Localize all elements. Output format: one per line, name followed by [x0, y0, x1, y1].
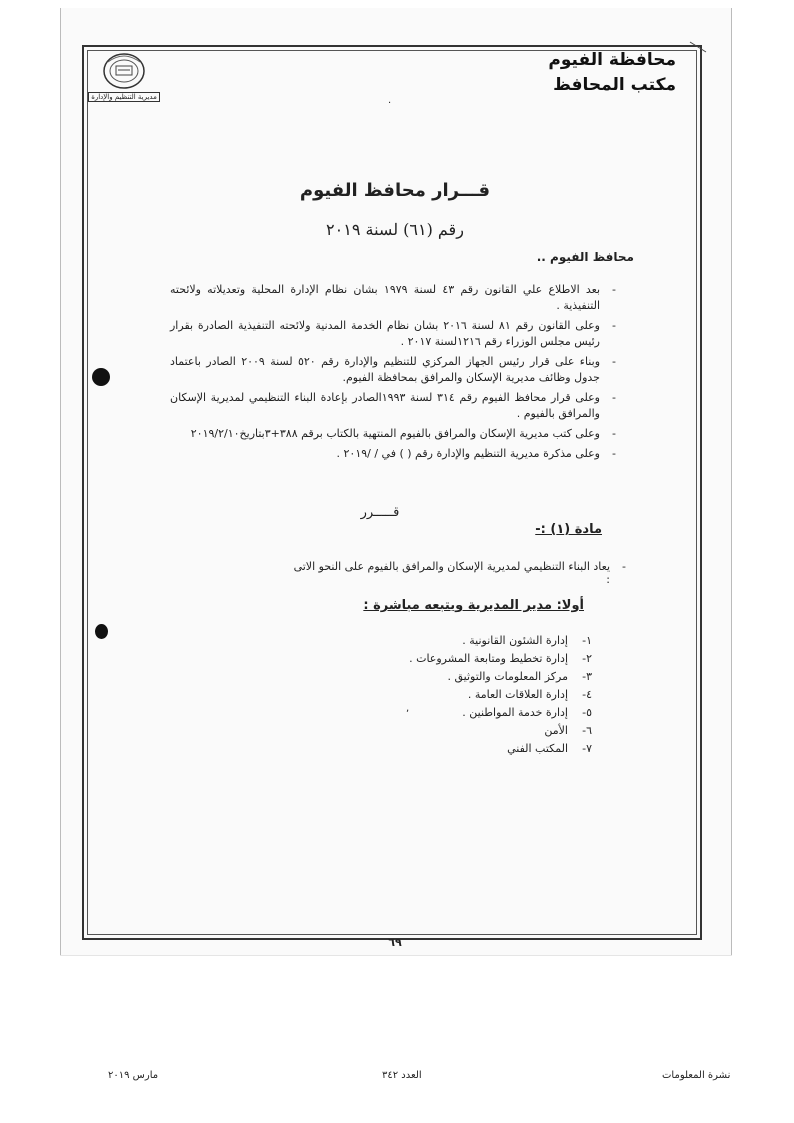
footer-publication: نشرة المعلومات: [662, 1070, 731, 1081]
preamble-item: - وعلى قرار محافظ الفيوم رقم ٣١٤ لسنة ١٩٩٣الصادر بإعادة البناء التنظيمي لمديرية الإسكان والمرافق بالفيوم .: [170, 390, 620, 422]
unit-number: ١-: [582, 634, 592, 647]
footer-issue: العدد ٣٤٢: [382, 1070, 422, 1081]
preamble-list: [170, 282, 620, 466]
corner-mark: [688, 40, 708, 60]
preamble-item: - وبناء على قرار رئيس الجهاز المركزي للتنظيم والإدارة رقم ٥٢٠ لسنة ٢٠٠٩ الصادر باعتماد جدول وظائف مديرية الإسكان والمرافق بمحافظة الفيوم.: [170, 354, 620, 386]
unit-label: إدارة العلاقات العامة .: [467, 688, 568, 701]
unit-item: [400, 632, 592, 650]
unit-number: ٥-: [582, 706, 592, 719]
emblem-icon: [102, 52, 146, 90]
stray-mark: ,: [406, 703, 410, 714]
decision-heading: قـــــرر: [360, 505, 400, 520]
governor-heading: محافظ الفيوم ..: [536, 250, 634, 264]
ministry-logo: [91, 52, 157, 110]
unit-label: الأمن: [544, 724, 568, 737]
unit-item: [400, 740, 592, 758]
stray-mark: .: [388, 95, 392, 106]
unit-label: إدارة تخطيط ومتابعة المشروعات .: [409, 652, 568, 665]
unit-number: ٧-: [582, 742, 592, 755]
section-heading: أولا: مدير المديرية ويتبعه مباشرة :: [363, 598, 584, 613]
unit-number: ٦-: [582, 724, 592, 737]
scan-edge-left: [60, 8, 61, 956]
reorganization-clause: [290, 560, 630, 586]
unit-item: [400, 650, 592, 668]
preamble-item: - وعلى القانون رقم ٨١ لسنة ٢٠١٦ بشان نظام الخدمة المدنية ولائحته التنفيذية الصادرة بقرار رئيس مجلس الوزراء رقم ١٢١٦لسنة ٢٠١٧ .: [170, 318, 620, 350]
unit-item: [400, 722, 592, 740]
scan-edge-right: [731, 8, 732, 956]
unit-number: ٢-: [582, 652, 592, 665]
page-number: ٦٩: [388, 936, 402, 949]
decree-number: رقم (٦١) لسنة ٢٠١٩: [326, 220, 464, 239]
preamble-item: - بعد الاطلاع علي القانون رقم ٤٣ لسنة ١٩٧٩ بشان نظام الإدارة المحلية وتعديلاته ولائحته التنفيذية .: [170, 282, 620, 314]
punch-hole-lower: [95, 624, 108, 639]
units-list: [400, 632, 592, 758]
governorate-name: محافظة الفيوم: [548, 50, 676, 70]
unit-label: مركز المعلومات والتوثيق .: [447, 670, 568, 683]
unit-number: ٣-: [582, 670, 592, 683]
scan-edge-bottom: [60, 955, 732, 956]
unit-label: إدارة خدمة المواطنين .: [462, 706, 568, 719]
office-name: مكتب المحافظ: [553, 75, 676, 95]
unit-item: [400, 686, 592, 704]
unit-number: ٤-: [582, 688, 592, 701]
unit-item: [400, 668, 592, 686]
article-heading: مادة (١) :-: [535, 522, 602, 537]
preamble-item: - وعلى مذكرة مديرية التنظيم والإدارة رقم ( ) في / /٢٠١٩ .: [170, 446, 620, 462]
letterhead: [548, 48, 676, 98]
logo-caption: مديرية التنظيم والإدارة: [88, 92, 160, 102]
footer-date: مارس ٢٠١٩: [108, 1070, 159, 1081]
reorganization-text: - يعاد البناء التنظيمي لمديرية الإسكان والمرافق بالفيوم على النحو الاتى :: [290, 560, 630, 586]
decree-title: قـــرار محافظ الفيوم: [299, 180, 491, 201]
unit-label: إدارة الشئون القانونية .: [462, 634, 568, 647]
preamble-item: - وعلى كتب مديرية الإسكان والمرافق بالفيوم المنتهية بالكتاب برقم ٣٨٨+٣بتاريخ٢٠١٩/٢/١٠: [170, 426, 620, 442]
unit-item: [400, 704, 592, 722]
unit-label: المكتب الفني: [507, 742, 568, 755]
punch-hole-upper: [92, 368, 110, 386]
